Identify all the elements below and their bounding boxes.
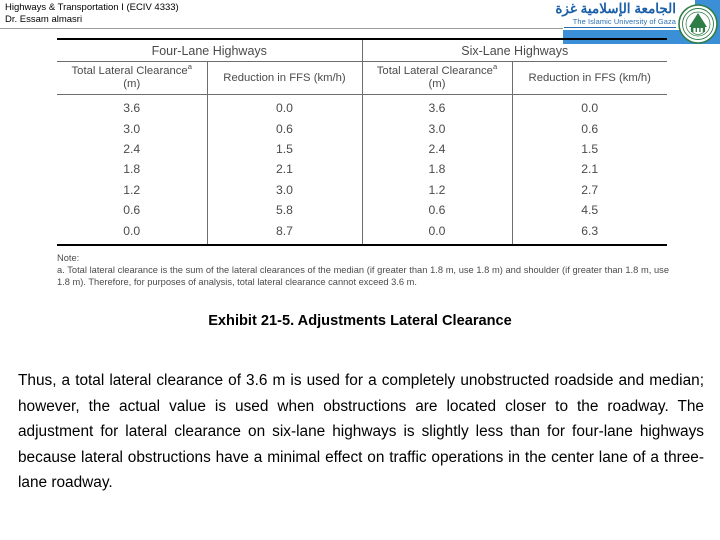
logo-underline xyxy=(564,27,676,28)
cell-clearance-six: 0.6 xyxy=(362,200,512,220)
cell-ffs-six: 4.5 xyxy=(512,200,667,220)
university-seal-icon xyxy=(678,4,718,44)
cell-clearance-six: 3.6 xyxy=(362,95,512,119)
cell-clearance-four: 3.0 xyxy=(123,121,141,136)
sub-header-row xyxy=(57,62,667,95)
footnote-marker-a: a xyxy=(492,62,498,72)
sub-header-ffs-six xyxy=(512,62,667,95)
table-head xyxy=(57,39,667,95)
sub-header-text: Total Lateral Clearance xyxy=(376,65,493,77)
logo-arabic-name: الجامعة الإسلامية غزة xyxy=(555,1,676,16)
sub-header-unit: (m) xyxy=(123,78,141,90)
table-note xyxy=(57,252,669,289)
cell-clearance-four: 0.6 xyxy=(123,203,141,218)
table-row xyxy=(57,95,667,119)
cell-clearance-four: 1.8 xyxy=(123,162,141,177)
footnote-marker-a: a xyxy=(187,62,192,72)
sub-header-unit: (m) xyxy=(428,78,446,90)
group-header-six-lane: Six-Lane Highways xyxy=(362,39,667,62)
cell-ffs-four: 0.0 xyxy=(207,95,362,119)
table-row xyxy=(57,200,667,220)
sub-header-text: Reduction in FFS (km/h) xyxy=(528,71,651,84)
cell-clearance-six: 0.0 xyxy=(362,220,512,244)
note-text: a. Total lateral clearance is the sum of the lateral clearances of the median (if greater than 1.8 m, use 1.8 m) and shoulder (if greater than 1.8 m, use 1.8 m). Therefore, for purposes of analysis, total lateral clearance cannot exceed 3.6 m. xyxy=(57,265,669,288)
cell-clearance-six: 3.0 xyxy=(362,118,512,138)
group-header-row xyxy=(57,39,667,62)
table-row xyxy=(57,220,667,244)
lateral-clearance-table xyxy=(57,38,667,246)
table-row xyxy=(57,139,667,159)
body-paragraph: Thus, a total lateral clearance of 3.6 m is used for a completely unobstructed roadside and median; however, the actual value is used when obstructions are located closer to the roadway. The adjustment for lateral clearance on six-lane highways is slightly less than for four-lane highways because lateral obstructions have a minimal effect on traffic operations in the center lane of a three-lane roadway. xyxy=(18,372,704,491)
cell-clearance-six: 1.8 xyxy=(362,159,512,179)
sub-header-ffs-four xyxy=(207,62,362,95)
cell-ffs-four: 2.1 xyxy=(207,159,362,179)
cell-clearance-four: 2.4 xyxy=(123,141,141,156)
instructor-name: Dr. Essam almasri xyxy=(5,13,83,25)
table-body xyxy=(57,95,667,245)
cell-clearance-four: 0.0 xyxy=(57,220,207,244)
cell-ffs-six: 2.1 xyxy=(512,159,667,179)
table-row xyxy=(57,180,667,200)
table-row xyxy=(57,159,667,179)
cell-ffs-six: 0.0 xyxy=(512,95,667,119)
sub-header-clearance-six xyxy=(362,62,512,95)
exhibit-table-container xyxy=(57,38,667,246)
course-title: Highways & Transportation I (ECIV 4333) xyxy=(5,2,179,13)
logo-latin-name: The Islamic University of Gaza xyxy=(572,17,676,26)
cell-ffs-four: 3.0 xyxy=(207,180,362,200)
table-row xyxy=(57,118,667,138)
cell-clearance-six: 2.4 xyxy=(362,139,512,159)
group-header-four-lane: Four-Lane Highways xyxy=(57,39,362,62)
cell-ffs-four: 0.6 xyxy=(207,118,362,138)
sub-header-clearance-four xyxy=(57,62,207,95)
cell-clearance-four: 3.6 xyxy=(57,95,207,119)
exhibit-caption: Exhibit 21-5. Adjustments Lateral Clearance xyxy=(208,313,512,329)
cell-ffs-six: 0.6 xyxy=(512,118,667,138)
cell-ffs-six: 2.7 xyxy=(512,180,667,200)
note-label: Note: xyxy=(57,253,80,263)
cell-ffs-six: 6.3 xyxy=(512,220,667,244)
sub-header-text: Reduction in FFS (km/h) xyxy=(223,71,346,84)
cell-clearance-six: 1.2 xyxy=(362,180,512,200)
sub-header-text: Total Lateral Clearance xyxy=(71,65,188,77)
course-header xyxy=(5,2,179,25)
cell-clearance-four: 1.2 xyxy=(123,182,141,197)
cell-ffs-four: 5.8 xyxy=(207,200,362,220)
cell-ffs-four: 8.7 xyxy=(207,220,362,244)
cell-ffs-four: 1.5 xyxy=(207,139,362,159)
cell-ffs-six: 1.5 xyxy=(512,139,667,159)
